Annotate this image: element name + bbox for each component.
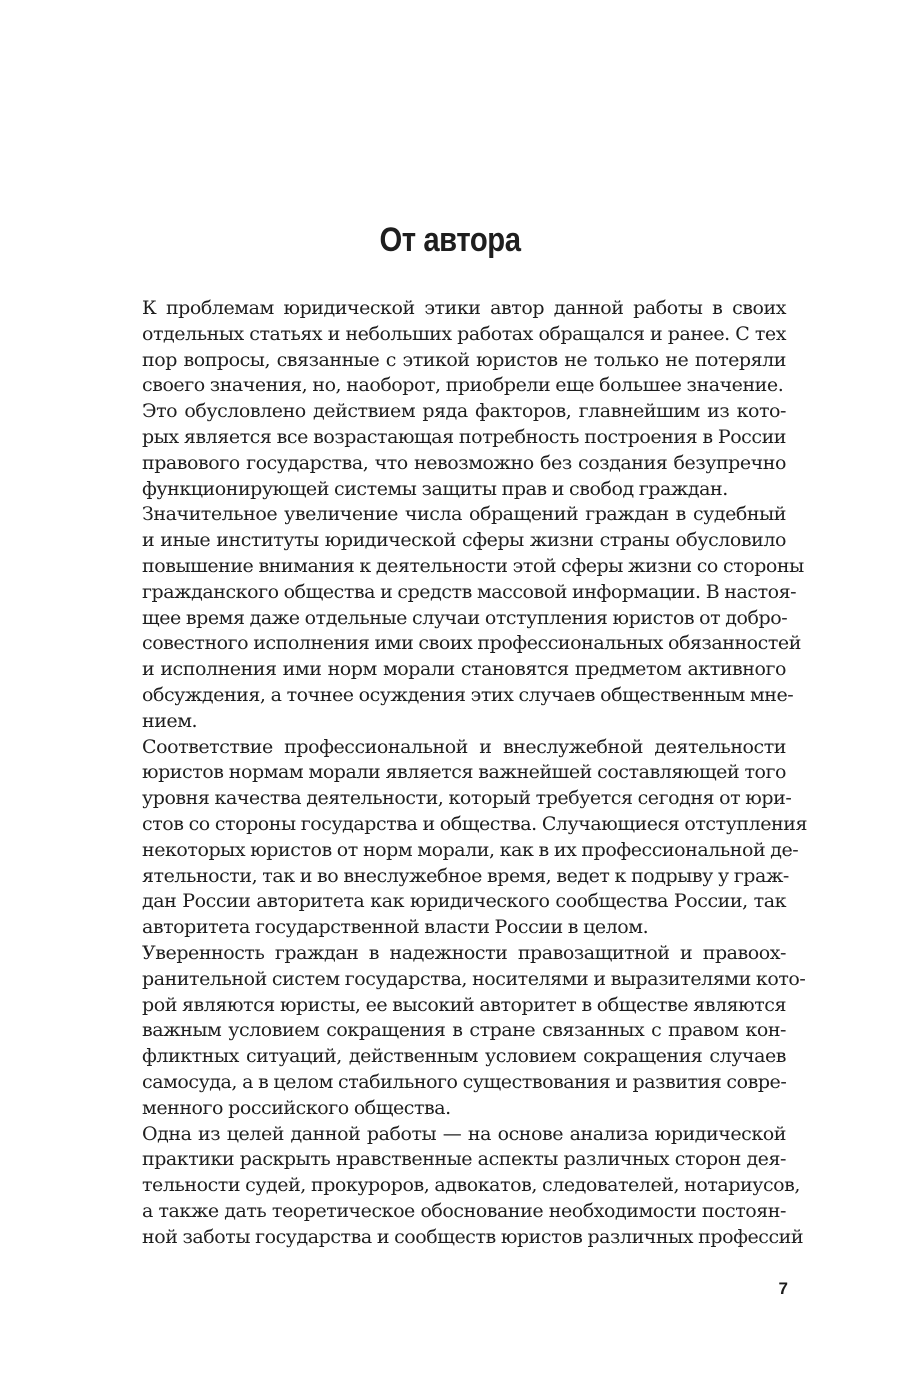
- text-line: обсуждения, а точнее осуждения этих случаев общественным мне-: [142, 683, 794, 706]
- page-title: От автора: [379, 221, 521, 259]
- text-line: и исполнения ими норм морали становятся предметом активного: [142, 658, 786, 681]
- text-line: правового государства, что невозможно без создания безупречно: [142, 451, 786, 474]
- paragraph-5: [114, 941, 806, 1122]
- text-line: ятельности, так и во внеслужебное время, ведет к подрыву у граж-: [142, 864, 789, 887]
- text-line: нием.: [142, 709, 198, 732]
- text-line: важным условием сокращения в стране связанных с правом кон-: [142, 1019, 786, 1042]
- text-line: фликтных ситуаций, действенным условием сокращения случаев: [142, 1045, 786, 1068]
- text-line: а также дать теоретическое обоснование необходимости постоян-: [142, 1199, 786, 1222]
- text-line: Соответствие профессиональной и внеслужебной деятельности: [142, 735, 786, 758]
- text-line: пор вопросы, связанные с этикой юристов не только не потеряли: [142, 348, 786, 371]
- text-line: рой являются юристы, ее высокий авторитет в обществе являются: [142, 993, 786, 1016]
- text-line: Это обусловлено действием ряда факторов, главнейшим из кото-: [142, 400, 786, 423]
- text-line: своего значения, но, наоборот, приобрели еще большее значение.: [142, 374, 784, 397]
- text-line: самосуда, а в целом стабильного существования и развития совре-: [142, 1070, 787, 1093]
- text-line: совестного исполнения ими своих профессиональных обязанностей: [142, 632, 801, 655]
- text-line: юристов нормам морали является важнейшей составляющей того: [142, 761, 786, 784]
- paragraph-3: [114, 502, 804, 734]
- text-line: рых является все возрастающая потребность построения в России: [142, 425, 786, 448]
- paragraph-1: [114, 296, 786, 399]
- text-line: авторитета государственной власти России в целом.: [142, 916, 649, 939]
- text-line: некоторых юристов от норм морали, как в их профессиональной де-: [142, 838, 799, 861]
- text-line: щее время даже отдельные случаи отступления юристов от добро-: [142, 606, 788, 629]
- text-line: уровня качества деятельности, который требуется сегодня от юри-: [142, 787, 792, 810]
- text-line: Одна из целей данной работы — на основе анализа юридической: [142, 1122, 786, 1145]
- text-line: менного российского общества.: [142, 1096, 451, 1119]
- paragraph-6: [114, 1122, 804, 1251]
- paragraph-4: [114, 735, 808, 941]
- text-line: практики раскрыть нравственные аспекты различных сторон дея-: [142, 1148, 786, 1171]
- text-line: и иные институты юридической сферы жизни страны обусловило: [142, 529, 786, 552]
- body-text: [114, 296, 808, 1250]
- text-line: К проблемам юридической этики автор данной работы в своих: [142, 297, 786, 319]
- text-line: Значительное увеличение числа обращений граждан в судебный: [142, 503, 786, 526]
- text-line: дан России авторитета как юридического сообщества России, так: [142, 890, 786, 913]
- text-line: гражданского общества и средств массовой информации. В настоя-: [142, 580, 797, 603]
- text-line: тельности судей, прокуроров, адвокатов, следователей, нотариусов,: [142, 1174, 800, 1197]
- text-line: ранительной систем государства, носителями и выразителями кото-: [142, 967, 806, 990]
- text-line: функционирующей системы защиты прав и свобод граждан.: [142, 477, 728, 500]
- text-line: Уверенность граждан в надежности правозащитной и правоох-: [142, 941, 786, 964]
- page-number: 7: [778, 1279, 788, 1298]
- text-line: повышение внимания к деятельности этой сферы жизни со стороны: [142, 554, 804, 577]
- text-line: ной заботы государства и сообществ юристов различных профессий: [142, 1225, 804, 1248]
- paragraph-2: [114, 399, 786, 502]
- text-line: отдельных статьях и небольших работах обращался и ранее. С тех: [142, 322, 786, 345]
- text-line: стов со стороны государства и общества. Случающиеся отступления: [142, 812, 808, 835]
